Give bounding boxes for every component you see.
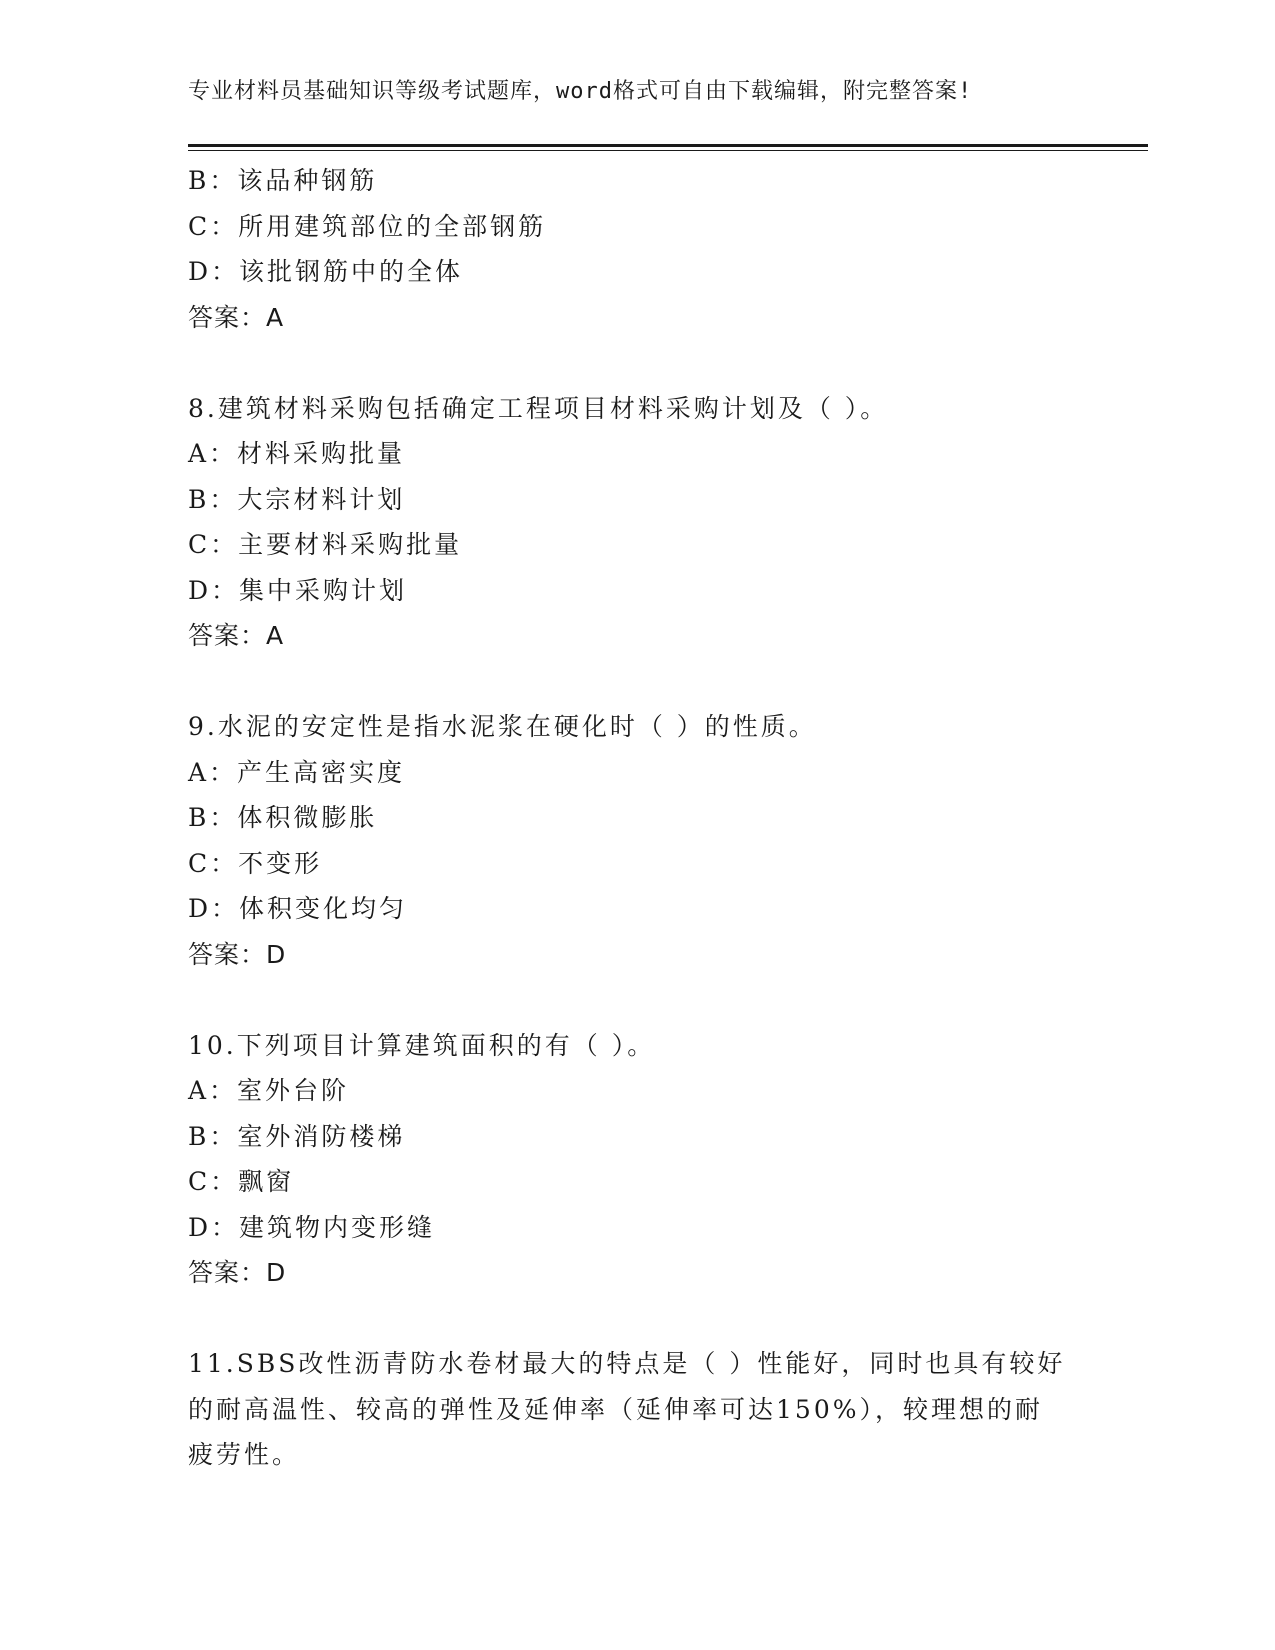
answer: 答案：D bbox=[188, 939, 287, 969]
question-list bbox=[188, 158, 1088, 1478]
option-d: D：集中采购计划 bbox=[188, 575, 408, 605]
question-8 bbox=[188, 386, 1088, 659]
header-rule-thick bbox=[188, 144, 1148, 147]
option-b: B：大宗材料计划 bbox=[188, 484, 406, 514]
option-a: A：材料采购批量 bbox=[188, 439, 406, 468]
option-c: C：不变形 bbox=[188, 848, 323, 878]
header-rule-thin bbox=[188, 150, 1148, 151]
question-text: 8.建筑材料采购包括确定工程项目材料采购计划及（ ）。 bbox=[188, 393, 889, 423]
answer: 答案：D bbox=[188, 1258, 287, 1287]
option-c: C：主要材料采购批量 bbox=[188, 530, 463, 559]
question-text: 10.下列项目计算建筑面积的有（ ）。 bbox=[188, 1030, 656, 1060]
page-header: 专业材料员基础知识等级考试题库，word格式可自由下载编辑，附完整答案! bbox=[188, 79, 973, 104]
option-c: C：飘窗 bbox=[188, 1167, 295, 1196]
option-a: A：室外台阶 bbox=[188, 1076, 350, 1105]
question-11 bbox=[188, 1341, 1088, 1478]
option-d: D：建筑物内变形缝 bbox=[188, 1212, 436, 1242]
option-a: A：产生高密实度 bbox=[188, 757, 406, 787]
question-10 bbox=[188, 1023, 1088, 1296]
answer: 答案：A bbox=[188, 621, 285, 650]
answer: 答案：A bbox=[188, 302, 285, 332]
question-9 bbox=[188, 704, 1088, 977]
option-d: D：该批钢筋中的全体 bbox=[188, 257, 464, 286]
question-text-line-3: 疲劳性。 bbox=[188, 1440, 301, 1469]
question-text-line-1: 11.SBS改性沥青防水卷材最大的特点是（ ）性能好，同时也具有较好 bbox=[188, 1349, 1066, 1378]
option-c: C：所用建筑部位的全部钢筋 bbox=[188, 211, 547, 241]
continued-question bbox=[188, 158, 1088, 340]
option-b: B：体积微膨胀 bbox=[188, 803, 378, 832]
question-text: 9.水泥的安定性是指水泥浆在硬化时（ ）的性质。 bbox=[188, 712, 817, 741]
option-b: B：室外消防楼梯 bbox=[188, 1121, 406, 1151]
question-text-line-2: 的耐高温性、较高的弹性及延伸率（延伸率可达150%），较理想的耐 bbox=[188, 1394, 1043, 1424]
option-d: D：体积变化均匀 bbox=[188, 894, 408, 923]
option-b: B：该品种钢筋 bbox=[188, 166, 378, 195]
